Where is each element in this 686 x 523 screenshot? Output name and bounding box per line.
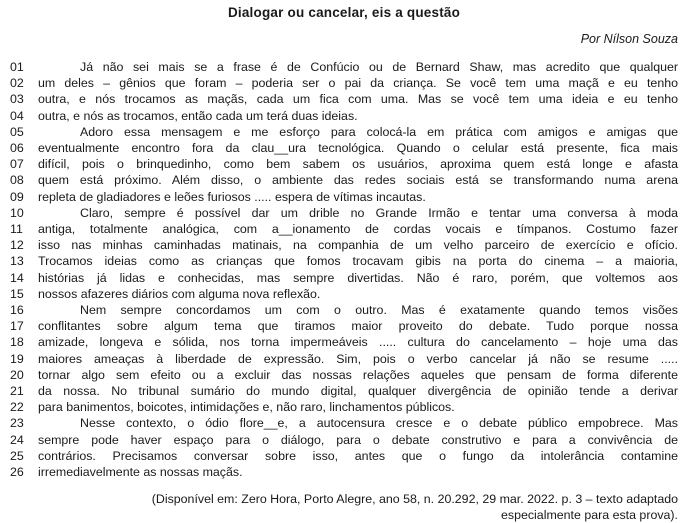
line-text: Adoro essa mensagem e me esforço para colocá-la em prática com amigos e amigas que [80,124,678,139]
line-number: 17 [10,319,24,334]
line-text: difícil, pois o brinquedinho, como bem sabem os usuários, aproxima quem está longe e afasta [38,157,678,172]
line-number: 18 [10,335,24,350]
line-number: 10 [10,205,24,220]
line-number: 12 [10,238,24,253]
text-line [10,415,678,431]
line-text: irremediavelmente as nossas maçãs. [38,465,243,480]
line-number: 03 [10,92,24,107]
text-line [10,383,678,399]
line-number: 01 [10,60,24,74]
line-text: tornar algo sem efeito ou a excluir das nossas relações aqueles que pensam de forma diferente [38,367,678,382]
text-line [10,205,678,221]
line-number: 02 [10,76,24,91]
line-text: da nossa. No tribunal sumário do mundo digital, qualquer divergência de opinião tende a derivar [38,384,678,399]
citation-line-2: especialmente para esta prova). [500,508,678,523]
line-number: 11 [10,222,23,237]
line-number: 07 [10,157,24,172]
source-citation [10,491,678,523]
line-number: 13 [10,254,24,269]
line-number: 20 [10,367,24,382]
line-text: contrários. Precisamos conversar sobre isso, antes que o fungo da intolerância contamine [38,448,678,463]
line-number: 19 [10,351,24,366]
text-line [10,432,678,448]
line-number: 04 [10,108,24,123]
text-line [10,124,678,140]
text-line [10,270,678,286]
text-line [10,351,678,367]
text-line [10,91,678,107]
text-line [10,302,678,318]
text-line [10,156,678,172]
text-line [10,75,678,91]
line-number: 06 [10,141,24,156]
text-line [10,464,678,480]
line-text: para banimentos, boicotes, intimidações e, não raro, linchamentos públicos. [38,400,455,415]
line-text: amizade, longeva e sólida, nos torna impermeáveis ..... cultura do cancelamento – hoje uma das [38,335,678,350]
line-text: conflitantes sobre algum tema que tiramos maior proveito do debate. Tudo porque nossa [38,319,678,334]
line-text: outra, e nós trocamos as maçãs, cada um fica com uma. Mas se você tem uma ideia e eu tenho [38,92,678,107]
line-number: 25 [10,448,24,463]
citation-line-1: (Disponível em: Zero Hora, Porto Alegre, ano 58, n. 20.292, 29 mar. 2022. p. 3 – texto adaptado [151,492,678,507]
byline: Por Nílson Souza [580,32,678,46]
text-line [10,318,678,334]
line-number: 14 [10,270,24,285]
text-line [10,253,678,269]
text-line [10,237,678,253]
text-body [10,59,678,480]
line-number: 23 [10,416,24,431]
line-text: Trocamos ideias como as crianças que fomos trocavam gibis na porta do cinema – a maioria, [38,254,678,269]
line-number: 05 [10,124,24,139]
line-text: nossos afazeres diários com alguma nova reflexão. [38,286,321,301]
text-line [10,59,678,75]
text-line [10,108,678,124]
text-line [10,399,678,415]
text-line [10,221,678,237]
line-text: quem está próximo. Além disso, o ambiente das redes sociais está se transformando numa arena [38,173,678,188]
text-line [10,140,678,156]
line-number: 08 [10,173,24,188]
line-text: isso nas minhas caminhadas matinais, na companhia de um velho parceiro de exercício e ofício. [38,238,678,253]
line-text: repleta de gladiadores e leões furiosos ..... espera de vítimas incautas. [38,189,426,204]
line-number: 09 [10,189,24,204]
line-text: antiga, totalmente analógica, com a__ionamento de cordas vocais e tímpanos. Costumo fazer [38,222,678,237]
line-text: maiores ameaças à liberdade de expressão. Sim, pois o verbo cancelar já não se resume ..... [38,351,678,366]
line-text: Já não sei mais se a frase é de Confúcio ou de Bernard Shaw, mas acredito que qualquer [80,60,678,74]
line-number: 16 [10,303,24,318]
line-text: sempre pode haver espaço para o diálogo, para o debate construtivo e para a convivência de [38,432,678,447]
line-text: eventualmente encontro fora da clau__ura tecnológica. Quando o celular está presente, fica mais [38,141,678,156]
line-text: histórias já lidas e conhecidas, mas sempre divertidas. Não é raro, porém, que voltemos aos [38,270,678,285]
text-line [10,172,678,188]
text-line [10,189,678,205]
line-number: 26 [10,465,24,480]
line-number: 15 [10,286,24,301]
line-number: 24 [10,432,24,447]
text-line [10,286,678,302]
text-line [10,448,678,464]
line-text: Claro, sempre é possível dar um drible no Grande Irmão e tentar uma conversa à moda [80,205,678,220]
line-text: outra, e nós as trocamos, então cada um terá duas ideias. [38,108,358,123]
line-text: Nem sempre concordamos um com o outro. Mas é exatamente quando temos visões [80,303,678,318]
text-line [10,367,678,383]
page-title: Dialogar ou cancelar, eis a questão [227,5,461,20]
text-line [10,334,678,350]
line-text: Nesse contexto, o ódio flore__e, a autocensura cresce e o debate público empobrece. Mas [80,416,678,431]
line-text: um deles – gênios que foram – poderia ser o pai da criança. Se você tem uma maçã e eu tenho [38,76,678,91]
line-number: 21 [10,384,24,399]
line-number: 22 [10,400,24,415]
